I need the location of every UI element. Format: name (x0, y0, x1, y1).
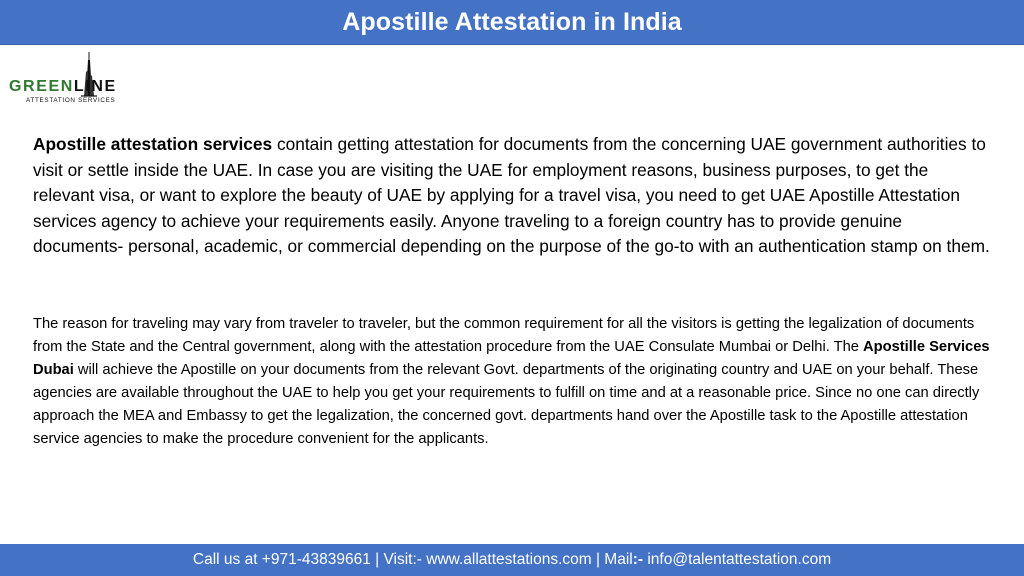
intro-text: contain getting attestation for documents from the concerning UAE government authorities to visit or settle inside the UAE. In case you are visiting the UAE for employment reasons, business purposes, to get the relevant visa, or want to explore the beauty of UAE by applying for a travel visa, you need to get UAE Apostille Attestation services agency to achieve your requirements easily. Anyone traveling to a foreign country has to provide genuine documents- personal, academic, or commercial depending on the purpose of the go-to with an authentication stamp on them. (33, 134, 990, 256)
footer-mail-separator: :- (632, 551, 644, 568)
footer-email: info@talentattestation.com (643, 551, 832, 568)
page-title: Apostille Attestation in India (342, 7, 682, 36)
logo-wordmark: GREENLINE (9, 78, 117, 95)
logo-subtitle: ATTESTATION SERVICES (26, 97, 116, 104)
intro-bold-lead: Apostille attestation services (33, 134, 273, 154)
detail-bold-phrase: Apostille Services Dubai (33, 339, 990, 378)
footer-contact-bar (0, 544, 1024, 576)
intro-paragraph (33, 132, 993, 260)
detail-text-start: The reason for traveling may vary from traveler to traveler, but the common requirement for all the visitors is getting the legalization of documents from the State and the Central government, along with the attestation procedure from the UAE Consulate Mumbai or Delhi. The (33, 316, 975, 355)
header-banner (0, 0, 1024, 45)
detail-paragraph (33, 313, 993, 451)
greenline-logo (6, 52, 126, 108)
detail-text-end: will achieve the Apostille on your documents from the relevant Govt. departments of the originating country and UAE on your behalf. These agencies are available throughout the UAE to help you get your requirements to fulfill on time and at a reasonable price. Since no one can directly approach the MEA and Embassy to get the legalization, the concerned govt. departments hand over the Apostille task to the Apostille attestation service agencies to make the procedure convenient for the applicants. (33, 362, 980, 447)
footer-call-visit: Call us at +971-43839661 | Visit:- www.allattestations.com | Mail (192, 551, 633, 568)
